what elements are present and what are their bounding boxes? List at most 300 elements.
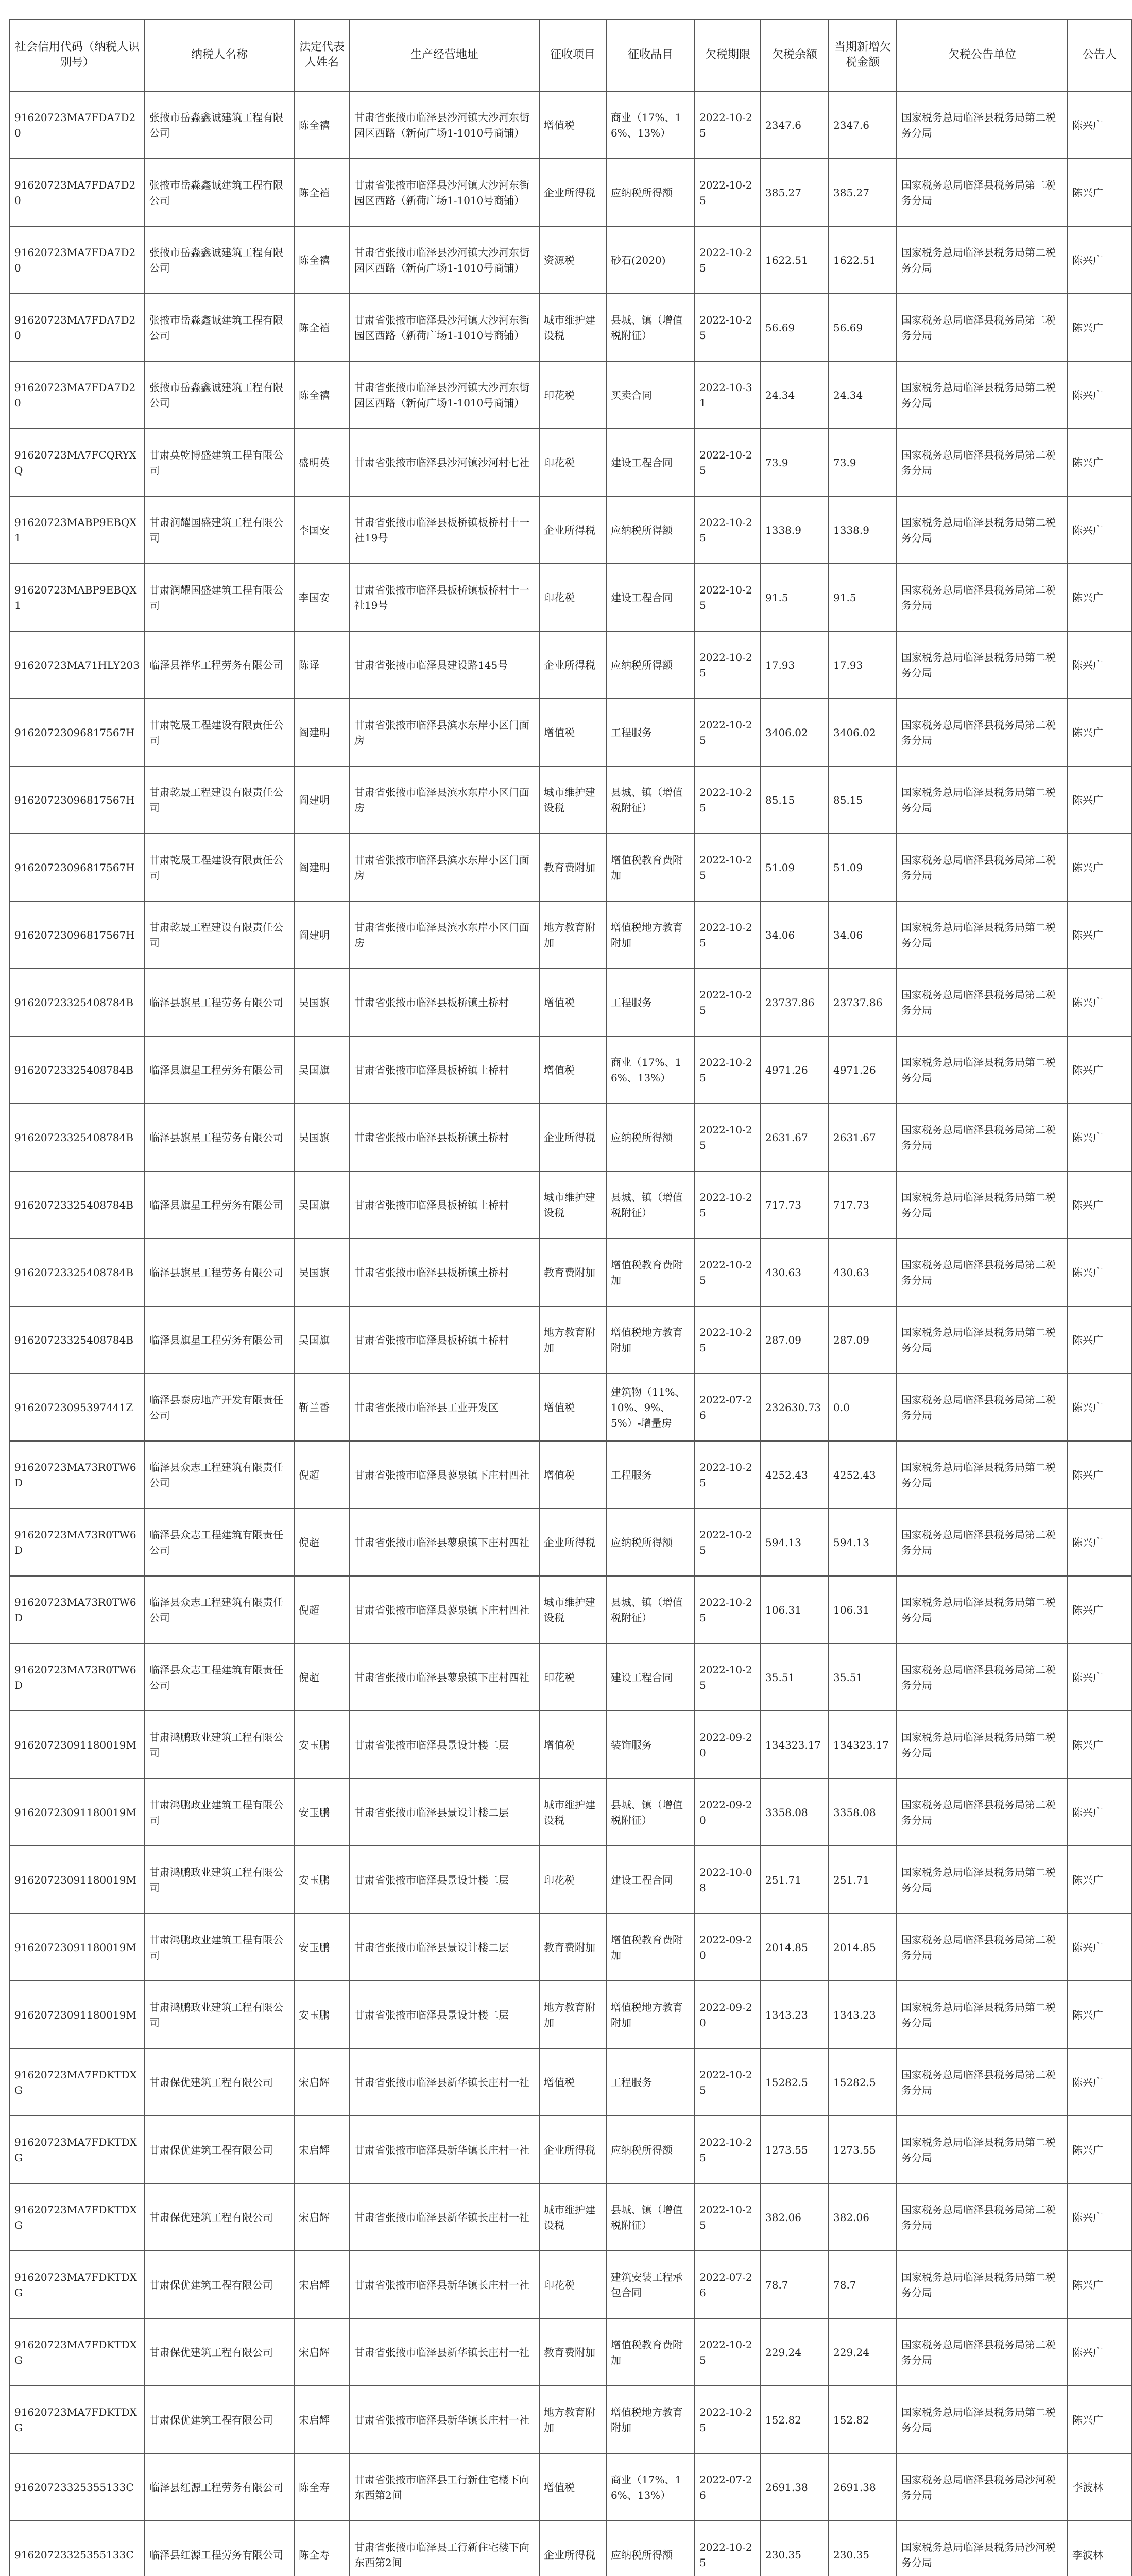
legal-rep-cell: 阎建明 [294,834,350,901]
address-cell: 甘肃省张掖市临泽县沙河镇沙河村七社 [350,429,539,496]
tax-category-cell: 建设工程合同 [606,564,695,631]
legal-rep-cell: 安玉鹏 [294,1981,350,2048]
tax-item-cell: 增值税 [539,699,606,766]
table-row [10,766,1131,834]
announcing-unit-cell: 国家税务总局临泽县税务局第二税务分局 [897,1846,1068,1913]
new-arrears-cell: 91.5 [829,564,897,631]
new-arrears-cell: 17.93 [829,631,897,699]
arrears-balance-cell: 34.06 [761,901,829,969]
credit-code-cell: 91620723MA7FDKTDXG [10,2048,145,2116]
arrears-balance-cell: 51.09 [761,834,829,901]
tax-item-cell: 城市维护建设税 [539,294,606,361]
tax-category-cell: 应纳税所得额 [606,2116,695,2183]
announcer-cell: 陈兴广 [1068,2183,1131,2251]
taxpayer-name-cell: 甘肃鸿鹏政业建筑工程有限公司 [145,1913,294,1981]
credit-code-cell: 91620723MA73R0TW6D [10,1643,145,1711]
tax-item-cell: 印花税 [539,2251,606,2318]
tax-category-cell: 建设工程合同 [606,1846,695,1913]
taxpayer-name-cell: 临泽县祥华工程劳务有限公司 [145,631,294,699]
tax-item-cell: 教育费附加 [539,1913,606,1981]
new-arrears-cell: 229.24 [829,2318,897,2386]
tax-item-cell: 增值税 [539,969,606,1036]
tax-category-cell: 应纳税所得额 [606,159,695,226]
arrears-balance-cell: 594.13 [761,1509,829,1576]
announcing-unit-cell: 国家税务总局临泽县税务局第二税务分局 [897,159,1068,226]
tax-category-cell: 买卖合同 [606,361,695,429]
legal-rep-cell: 陈全禧 [294,294,350,361]
legal-rep-cell: 阎建明 [294,901,350,969]
credit-code-cell: 91620723325408784B [10,1104,145,1171]
table-row [10,1711,1131,1778]
legal-rep-cell: 宋启辉 [294,2116,350,2183]
credit-code-cell: 91620723MA73R0TW6D [10,1509,145,1576]
arrears-balance-cell: 85.15 [761,766,829,834]
announcer-cell: 陈兴广 [1068,1576,1131,1643]
arrears-balance-cell: 229.24 [761,2318,829,2386]
arrears-balance-cell: 385.27 [761,159,829,226]
address-cell: 甘肃省张掖市临泽县新华镇长庄村一社 [350,2048,539,2116]
announcer-cell: 陈兴广 [1068,1374,1131,1441]
announcer-cell: 陈兴广 [1068,2318,1131,2386]
arrears-balance-cell: 56.69 [761,294,829,361]
table-row [10,834,1131,901]
legal-rep-cell: 宋启辉 [294,2318,350,2386]
table-row [10,2116,1131,2183]
legal-rep-cell: 吴国旗 [294,1104,350,1171]
tax-item-cell: 企业所得税 [539,1104,606,1171]
table-row [10,1846,1131,1913]
tax-arrears-table [9,19,1132,2576]
announcing-unit-cell: 国家税务总局临泽县税务局第二税务分局 [897,631,1068,699]
tax-item-cell: 城市维护建设税 [539,2183,606,2251]
announcing-unit-cell: 国家税务总局临泽县税务局第二税务分局 [897,834,1068,901]
arrears-balance-cell: 251.71 [761,1846,829,1913]
arrears-balance-cell: 4252.43 [761,1441,829,1509]
arrears-balance-cell: 1622.51 [761,226,829,294]
credit-code-cell: 91620723096817567H [10,901,145,969]
address-cell: 甘肃省张掖市临泽县景设计楼二层 [350,1981,539,2048]
taxpayer-name-cell: 临泽县旗星工程劳务有限公司 [145,1104,294,1171]
announcing-unit-cell: 国家税务总局临泽县税务局第二税务分局 [897,1509,1068,1576]
legal-rep-cell: 宋启辉 [294,2183,350,2251]
legal-rep-cell: 倪超 [294,1441,350,1509]
new-arrears-cell: 1273.55 [829,2116,897,2183]
table-row [10,1509,1131,1576]
address-cell: 甘肃省张掖市临泽县工业开发区 [350,1374,539,1441]
legal-rep-cell: 倪超 [294,1643,350,1711]
table-row [10,2048,1131,2116]
announcer-cell: 陈兴广 [1068,2251,1131,2318]
credit-code-cell: 91620723MA7FDKTDXG [10,2386,145,2453]
taxpayer-name-cell: 甘肃乾晟工程建设有限责任公司 [145,901,294,969]
taxpayer-name-cell: 临泽县旗星工程劳务有限公司 [145,1239,294,1306]
new-arrears-cell: 73.9 [829,429,897,496]
arrears-period-cell: 2022-10-25 [695,2318,761,2386]
tax-item-cell: 增值税 [539,1036,606,1104]
announcing-unit-cell: 国家税务总局临泽县税务局第二税务分局 [897,901,1068,969]
announcing-unit-cell: 国家税务总局临泽县税务局第二税务分局 [897,1711,1068,1778]
tax-category-cell: 商业（17%、16%、13%） [606,2453,695,2521]
table-row [10,496,1131,564]
announcing-unit-cell: 国家税务总局临泽县税务局第二税务分局 [897,969,1068,1036]
arrears-period-cell: 2022-10-25 [695,226,761,294]
arrears-period-cell: 2022-10-25 [695,901,761,969]
announcer-cell: 李波林 [1068,2521,1131,2576]
legal-rep-cell: 宋启辉 [294,2048,350,2116]
legal-rep-cell: 陈译 [294,631,350,699]
announcer-cell: 陈兴广 [1068,564,1131,631]
arrears-balance-cell: 3406.02 [761,699,829,766]
tax-item-cell: 地方教育附加 [539,1981,606,2048]
taxpayer-name-cell: 甘肃鸿鹏政业建筑工程有限公司 [145,1981,294,2048]
taxpayer-name-cell: 甘肃保优建筑工程有限公司 [145,2386,294,2453]
announcing-unit-cell: 国家税务总局临泽县税务局第二税务分局 [897,1104,1068,1171]
new-arrears-cell: 717.73 [829,1171,897,1239]
announcer-cell: 陈兴广 [1068,1913,1131,1981]
announcer-cell: 陈兴广 [1068,1981,1131,2048]
taxpayer-name-cell: 甘肃保优建筑工程有限公司 [145,2048,294,2116]
new-arrears-cell: 385.27 [829,159,897,226]
tax-category-cell: 建设工程合同 [606,429,695,496]
announcing-unit-cell: 国家税务总局临泽县税务局第二税务分局 [897,564,1068,631]
tax-category-cell: 工程服务 [606,1441,695,1509]
legal-rep-cell: 李国安 [294,564,350,631]
arrears-balance-cell: 430.63 [761,1239,829,1306]
tax-category-cell: 应纳税所得额 [606,631,695,699]
arrears-period-cell: 2022-10-25 [695,1171,761,1239]
arrears-balance-cell: 73.9 [761,429,829,496]
address-cell: 甘肃省张掖市临泽县滨水东岸小区门面房 [350,901,539,969]
credit-code-cell: 91620723MA7FDA7D20 [10,226,145,294]
arrears-period-cell: 2022-10-25 [695,1509,761,1576]
table-row [10,2453,1131,2521]
taxpayer-name-cell: 甘肃润耀国盛建筑工程有限公司 [145,496,294,564]
announcing-unit-cell: 国家税务总局临泽县税务局第二税务分局 [897,1441,1068,1509]
address-cell: 甘肃省张掖市临泽县沙河镇大沙河东街园区西路（新荷广场1-1010号商铺） [350,159,539,226]
address-cell: 甘肃省张掖市临泽县滨水东岸小区门面房 [350,766,539,834]
table-row [10,2521,1131,2576]
arrears-balance-cell: 91.5 [761,564,829,631]
table-header [10,19,1131,91]
tax-category-cell: 工程服务 [606,699,695,766]
announcer-cell: 陈兴广 [1068,1036,1131,1104]
new-arrears-cell: 2014.85 [829,1913,897,1981]
announcer-cell: 陈兴广 [1068,91,1131,159]
tax-item-cell: 增值税 [539,1441,606,1509]
arrears-balance-cell: 287.09 [761,1306,829,1374]
arrears-period-cell: 2022-07-26 [695,2453,761,2521]
arrears-period-cell: 2022-10-25 [695,1239,761,1306]
new-arrears-cell: 2631.67 [829,1104,897,1171]
tax-category-cell: 应纳税所得额 [606,496,695,564]
address-cell: 甘肃省张掖市临泽县板桥镇土桥村 [350,1104,539,1171]
address-cell: 甘肃省张掖市临泽县板桥镇土桥村 [350,1171,539,1239]
arrears-period-cell: 2022-10-25 [695,1441,761,1509]
credit-code-cell: 91620723MA73R0TW6D [10,1441,145,1509]
arrears-period-cell: 2022-10-25 [695,2386,761,2453]
arrears-balance-cell: 230.35 [761,2521,829,2576]
arrears-period-cell: 2022-09-20 [695,1778,761,1846]
new-arrears-cell: 287.09 [829,1306,897,1374]
arrears-period-cell: 2022-09-20 [695,1913,761,1981]
legal-rep-cell: 陈全寿 [294,2521,350,2576]
address-cell: 甘肃省张掖市临泽县板桥镇板桥村十一社19号 [350,496,539,564]
taxpayer-name-cell: 临泽县旗星工程劳务有限公司 [145,1306,294,1374]
announcing-unit-cell: 国家税务总局临泽县税务局第二税务分局 [897,699,1068,766]
arrears-period-cell: 2022-09-20 [695,1711,761,1778]
arrears-period-cell: 2022-10-25 [695,564,761,631]
legal-rep-cell: 吴国旗 [294,1306,350,1374]
address-cell: 甘肃省张掖市临泽县蓼泉镇下庄村四社 [350,1643,539,1711]
taxpayer-name-cell: 张掖市岳淼鑫诚建筑工程有限公司 [145,361,294,429]
announcer-cell: 陈兴广 [1068,226,1131,294]
tax-category-cell: 增值税地方教育附加 [606,1306,695,1374]
announcer-cell: 陈兴广 [1068,2116,1131,2183]
address-cell: 甘肃省张掖市临泽县景设计楼二层 [350,1846,539,1913]
arrears-period-cell: 2022-10-25 [695,429,761,496]
tax-category-cell: 商业（17%、16%、13%） [606,91,695,159]
taxpayer-name-cell: 甘肃莫乾博盛建筑工程有限公司 [145,429,294,496]
address-cell: 甘肃省张掖市临泽县板桥镇土桥村 [350,1036,539,1104]
table-row [10,159,1131,226]
credit-code-cell: 91620723325355133C [10,2453,145,2521]
new-arrears-cell: 34.06 [829,901,897,969]
legal-rep-header: 法定代表人姓名 [294,19,350,91]
arrears-period-cell: 2022-10-25 [695,1104,761,1171]
announcer-cell: 陈兴广 [1068,1711,1131,1778]
tax-category-cell: 应纳税所得额 [606,2521,695,2576]
legal-rep-cell: 阎建明 [294,699,350,766]
table-body [10,91,1131,2576]
tax-category-cell: 增值税教育费附加 [606,834,695,901]
arrears-balance-header: 欠税余额 [761,19,829,91]
table-row [10,1576,1131,1643]
table-row [10,1374,1131,1441]
tax-category-cell: 砂石(2020) [606,226,695,294]
table-row [10,2318,1131,2386]
tax-category-cell: 县城、镇（增值税附征） [606,766,695,834]
table-row [10,2183,1131,2251]
announcing-unit-cell: 国家税务总局临泽县税务局第二税务分局 [897,91,1068,159]
tax-category-cell: 建筑物（11%、10%、9%、5%）-增量房 [606,1374,695,1441]
tax-item-cell: 城市维护建设税 [539,1778,606,1846]
taxpayer-name-cell: 临泽县众志工程建筑有限责任公司 [145,1441,294,1509]
arrears-balance-cell: 15282.5 [761,2048,829,2116]
announcer-cell: 陈兴广 [1068,1643,1131,1711]
table-row [10,699,1131,766]
credit-code-header: 社会信用代码（纳税人识别号） [10,19,145,91]
table-row [10,226,1131,294]
announcer-cell: 陈兴广 [1068,969,1131,1036]
taxpayer-name-cell: 张掖市岳淼鑫诚建筑工程有限公司 [145,226,294,294]
arrears-period-cell: 2022-10-25 [695,2116,761,2183]
announcing-unit-cell: 国家税务总局临泽县税务局第二税务分局 [897,1239,1068,1306]
credit-code-cell: 91620723096817567H [10,766,145,834]
taxpayer-name-cell: 张掖市岳淼鑫诚建筑工程有限公司 [145,159,294,226]
address-cell: 甘肃省张掖市临泽县蓼泉镇下庄村四社 [350,1441,539,1509]
new-arrears-cell: 35.51 [829,1643,897,1711]
tax-item-cell: 印花税 [539,1643,606,1711]
arrears-balance-cell: 2014.85 [761,1913,829,1981]
legal-rep-cell: 倪超 [294,1576,350,1643]
credit-code-cell: 91620723MABP9EBQX1 [10,496,145,564]
table-row [10,969,1131,1036]
tax-item-cell: 印花税 [539,564,606,631]
tax-item-cell: 企业所得税 [539,159,606,226]
tax-item-cell: 增值税 [539,2453,606,2521]
address-cell: 甘肃省张掖市临泽县新华镇长庄村一社 [350,2183,539,2251]
new-arrears-cell: 15282.5 [829,2048,897,2116]
table-row [10,294,1131,361]
legal-rep-cell: 陈全禧 [294,91,350,159]
address-cell: 甘肃省张掖市临泽县景设计楼二层 [350,1711,539,1778]
new-arrears-cell: 430.63 [829,1239,897,1306]
arrears-balance-cell: 232630.73 [761,1374,829,1441]
announcing-unit-cell: 国家税务总局临泽县税务局第二税务分局 [897,2183,1068,2251]
announcer-cell: 陈兴广 [1068,159,1131,226]
announcing-unit-cell: 国家税务总局临泽县税务局沙河税务分局 [897,2453,1068,2521]
new-arrears-cell: 23737.86 [829,969,897,1036]
taxpayer-name-cell: 临泽县泰房地产开发有限责任公司 [145,1374,294,1441]
arrears-period-cell: 2022-10-25 [695,1036,761,1104]
tax-category-cell: 县城、镇（增值税附征） [606,1576,695,1643]
credit-code-cell: 91620723MA7FDA7D20 [10,294,145,361]
announcer-cell: 陈兴广 [1068,699,1131,766]
legal-rep-cell: 安玉鹏 [294,1913,350,1981]
taxpayer-name-cell: 张掖市岳淼鑫诚建筑工程有限公司 [145,91,294,159]
tax-item-cell: 企业所得税 [539,496,606,564]
legal-rep-cell: 倪超 [294,1509,350,1576]
announcing-unit-cell: 国家税务总局临泽县税务局第二税务分局 [897,1778,1068,1846]
announcing-unit-cell: 国家税务总局临泽县税务局第二税务分局 [897,1036,1068,1104]
credit-code-cell: 91620723MA7FDA7D20 [10,159,145,226]
table-row [10,2386,1131,2453]
new-arrears-cell: 106.31 [829,1576,897,1643]
address-cell: 甘肃省张掖市临泽县新华镇长庄村一社 [350,2251,539,2318]
credit-code-cell: 91620723096817567H [10,834,145,901]
arrears-balance-cell: 2347.6 [761,91,829,159]
arrears-period-cell: 2022-10-25 [695,2521,761,2576]
address-cell: 甘肃省张掖市临泽县新华镇长庄村一社 [350,2386,539,2453]
tax-category-cell: 装饰服务 [606,1711,695,1778]
address-cell: 甘肃省张掖市临泽县蓼泉镇下庄村四社 [350,1576,539,1643]
taxpayer-name-cell: 甘肃润耀国盛建筑工程有限公司 [145,564,294,631]
tax-item-cell: 地方教育附加 [539,901,606,969]
table-row [10,1778,1131,1846]
announcing-unit-cell: 国家税务总局临泽县税务局第二税务分局 [897,1171,1068,1239]
arrears-period-cell: 2022-10-25 [695,699,761,766]
credit-code-cell: 91620723MA7FDA7D20 [10,91,145,159]
announcing-unit-cell: 国家税务总局临泽县税务局第二税务分局 [897,361,1068,429]
tax-item-cell: 资源税 [539,226,606,294]
tax-item-cell: 印花税 [539,429,606,496]
announcing-unit-cell: 国家税务总局临泽县税务局第二税务分局 [897,226,1068,294]
credit-code-cell: 91620723091180019M [10,1913,145,1981]
tax-category-cell: 增值税教育费附加 [606,2318,695,2386]
table-row [10,1171,1131,1239]
credit-code-cell: 91620723091180019M [10,1778,145,1846]
legal-rep-cell: 宋启辉 [294,2386,350,2453]
announcing-unit-cell: 国家税务总局临泽县税务局第二税务分局 [897,2318,1068,2386]
address-cell: 甘肃省张掖市临泽县板桥镇板桥村十一社19号 [350,564,539,631]
arrears-balance-cell: 35.51 [761,1643,829,1711]
arrears-balance-cell: 3358.08 [761,1778,829,1846]
new-arrears-cell: 594.13 [829,1509,897,1576]
taxpayer-name-cell: 临泽县旗星工程劳务有限公司 [145,1036,294,1104]
tax-category-cell: 建设工程合同 [606,1643,695,1711]
legal-rep-cell: 阎建明 [294,766,350,834]
arrears-period-cell: 2022-10-25 [695,834,761,901]
taxpayer-name-cell: 甘肃鸿鹏政业建筑工程有限公司 [145,1846,294,1913]
new-arrears-cell: 3358.08 [829,1778,897,1846]
header-row [10,19,1131,91]
announcer-cell: 陈兴广 [1068,766,1131,834]
arrears-period-cell: 2022-10-25 [695,766,761,834]
legal-rep-cell: 吴国旗 [294,969,350,1036]
arrears-balance-cell: 134323.17 [761,1711,829,1778]
tax-category-cell: 县城、镇（增值税附征） [606,294,695,361]
table-row [10,901,1131,969]
arrears-period-cell: 2022-10-25 [695,1306,761,1374]
arrears-balance-cell: 1343.23 [761,1981,829,2048]
table-row [10,631,1131,699]
arrears-balance-cell: 382.06 [761,2183,829,2251]
announcing-unit-cell: 国家税务总局临泽县税务局第二税务分局 [897,2116,1068,2183]
announcer-cell: 陈兴广 [1068,1171,1131,1239]
tax-item-cell: 企业所得税 [539,631,606,699]
table-row [10,1913,1131,1981]
legal-rep-cell: 李国安 [294,496,350,564]
new-arrears-cell: 4252.43 [829,1441,897,1509]
tax-item-cell: 城市维护建设税 [539,766,606,834]
credit-code-cell: 91620723325408784B [10,1306,145,1374]
address-cell: 甘肃省张掖市临泽县沙河镇大沙河东街园区西路（新荷广场1-1010号商铺） [350,226,539,294]
arrears-balance-cell: 106.31 [761,1576,829,1643]
arrears-balance-cell: 152.82 [761,2386,829,2453]
arrears-balance-cell: 1338.9 [761,496,829,564]
announcer-header: 公告人 [1068,19,1131,91]
announcer-cell: 陈兴广 [1068,361,1131,429]
taxpayer-name-cell: 甘肃乾晟工程建设有限责任公司 [145,834,294,901]
credit-code-cell: 91620723091180019M [10,1846,145,1913]
credit-code-cell: 91620723325408784B [10,969,145,1036]
new-arrears-cell: 78.7 [829,2251,897,2318]
announcer-cell: 陈兴广 [1068,1104,1131,1171]
arrears-period-cell: 2022-10-25 [695,969,761,1036]
arrears-period-cell: 2022-10-25 [695,294,761,361]
announcer-cell: 陈兴广 [1068,631,1131,699]
new-arrears-cell: 2691.38 [829,2453,897,2521]
credit-code-cell: 91620723325408784B [10,1239,145,1306]
tax-item-cell: 企业所得税 [539,2116,606,2183]
legal-rep-cell: 吴国旗 [294,1036,350,1104]
announcer-cell: 陈兴广 [1068,1846,1131,1913]
credit-code-cell: 91620723MA73R0TW6D [10,1576,145,1643]
arrears-balance-cell: 24.34 [761,361,829,429]
arrears-period-cell: 2022-10-25 [695,159,761,226]
address-cell: 甘肃省张掖市临泽县景设计楼二层 [350,1913,539,1981]
new-arrears-cell: 56.69 [829,294,897,361]
tax-category-cell: 县城、镇（增值税附征） [606,2183,695,2251]
announcer-cell: 陈兴广 [1068,901,1131,969]
table-row [10,1104,1131,1171]
arrears-period-header: 欠税期限 [695,19,761,91]
tax-item-cell: 增值税 [539,2048,606,2116]
tax-item-cell: 教育费附加 [539,1239,606,1306]
legal-rep-cell: 安玉鹏 [294,1711,350,1778]
tax-category-cell: 应纳税所得额 [606,1509,695,1576]
announcing-unit-header: 欠税公告单位 [897,19,1068,91]
